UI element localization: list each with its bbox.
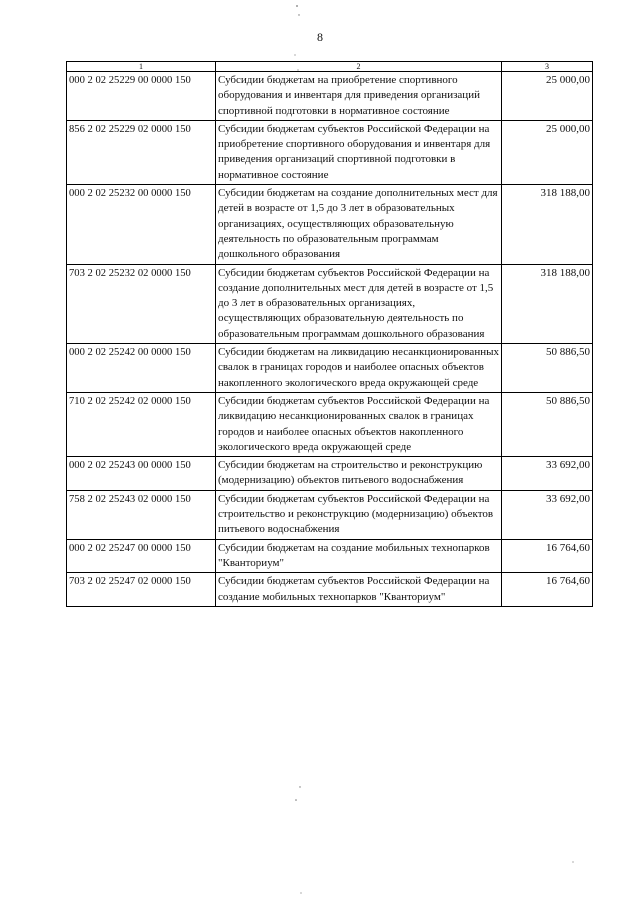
column-header-code: 1 [67, 62, 216, 72]
table-row [67, 344, 593, 393]
budget-code-cell: 000 2 02 25232 00 0000 150 [67, 185, 216, 264]
amount-cell: 50 886,50 [502, 392, 593, 456]
budget-code-cell: 703 2 02 25232 02 0000 150 [67, 264, 216, 343]
description-cell: Субсидии бюджетам субъектов Российской Федерации на создание мобильных технопарков "Кванториум" [216, 573, 502, 607]
amount-cell: 50 886,50 [502, 344, 593, 393]
table-row [67, 539, 593, 573]
table-row [67, 457, 593, 491]
budget-code-cell: 000 2 02 25242 00 0000 150 [67, 344, 216, 393]
column-header-name: 2 [216, 62, 502, 72]
table-row [67, 185, 593, 264]
table-row [67, 573, 593, 607]
amount-cell: 33 692,00 [502, 457, 593, 491]
amount-cell: 318 188,00 [502, 185, 593, 264]
amount-cell: 25 000,00 [502, 72, 593, 121]
budget-table [66, 61, 593, 607]
amount-cell: 16 764,60 [502, 573, 593, 607]
budget-code-cell: 758 2 02 25243 02 0000 150 [67, 490, 216, 539]
page-number: 8 [317, 30, 323, 44]
budget-code-cell: 710 2 02 25242 02 0000 150 [67, 392, 216, 456]
table-header-row [67, 62, 593, 72]
table-row [67, 392, 593, 456]
budget-code-cell: 000 2 02 25229 00 0000 150 [67, 72, 216, 121]
description-cell: Субсидии бюджетам на ликвидацию несанкционированных свалок в границах городов и наиболее опасных объектов накопленного экологического вреда окружающей среде [216, 344, 502, 393]
amount-cell: 33 692,00 [502, 490, 593, 539]
column-header-amount: 3 [502, 62, 593, 72]
budget-code-cell: 000 2 02 25243 00 0000 150 [67, 457, 216, 491]
table-row [67, 72, 593, 121]
amount-cell: 16 764,60 [502, 539, 593, 573]
description-cell: Субсидии бюджетам субъектов Российской Федерации на строительство и реконструкцию (модернизацию) объектов питьевого водоснабжения [216, 490, 502, 539]
description-cell: Субсидии бюджетам на приобретение спортивного оборудования и инвентаря для приведения организаций спортивной подготовки в нормативное состояние [216, 72, 502, 121]
description-cell: Субсидии бюджетам субъектов Российской Федерации на приобретение спортивного оборудования и инвентаря для приведения организаций спортивной подготовки в нормативное состояние [216, 120, 502, 184]
description-cell: Субсидии бюджетам на строительство и реконструкцию (модернизацию) объектов питьевого водоснабжения [216, 457, 502, 491]
table-row [67, 490, 593, 539]
description-cell: Субсидии бюджетам субъектов Российской Федерации на ликвидацию несанкционированных свалок в границах городов и наиболее опасных объектов накопленного экологического вреда окружающей среде [216, 392, 502, 456]
table-row [67, 120, 593, 184]
budget-code-cell: 000 2 02 25247 00 0000 150 [67, 539, 216, 573]
amount-cell: 318 188,00 [502, 264, 593, 343]
description-cell: Субсидии бюджетам на создание мобильных технопарков "Кванториум" [216, 539, 502, 573]
description-cell: Субсидии бюджетам на создание дополнительных мест для детей в возрасте от 1,5 до 3 лет в образовательных организациях, осуществляющих образовательную деятельность по образовательным программам дошкольного образования [216, 185, 502, 264]
amount-cell: 25 000,00 [502, 120, 593, 184]
budget-code-cell: 703 2 02 25247 02 0000 150 [67, 573, 216, 607]
description-cell: Субсидии бюджетам субъектов Российской Федерации на создание дополнительных мест для детей в возрасте от 1,5 до 3 лет в образовательных организациях, осуществляющих образовательную деятельность по образовательным программам дошкольного образования [216, 264, 502, 343]
table-row [67, 264, 593, 343]
budget-code-cell: 856 2 02 25229 02 0000 150 [67, 120, 216, 184]
